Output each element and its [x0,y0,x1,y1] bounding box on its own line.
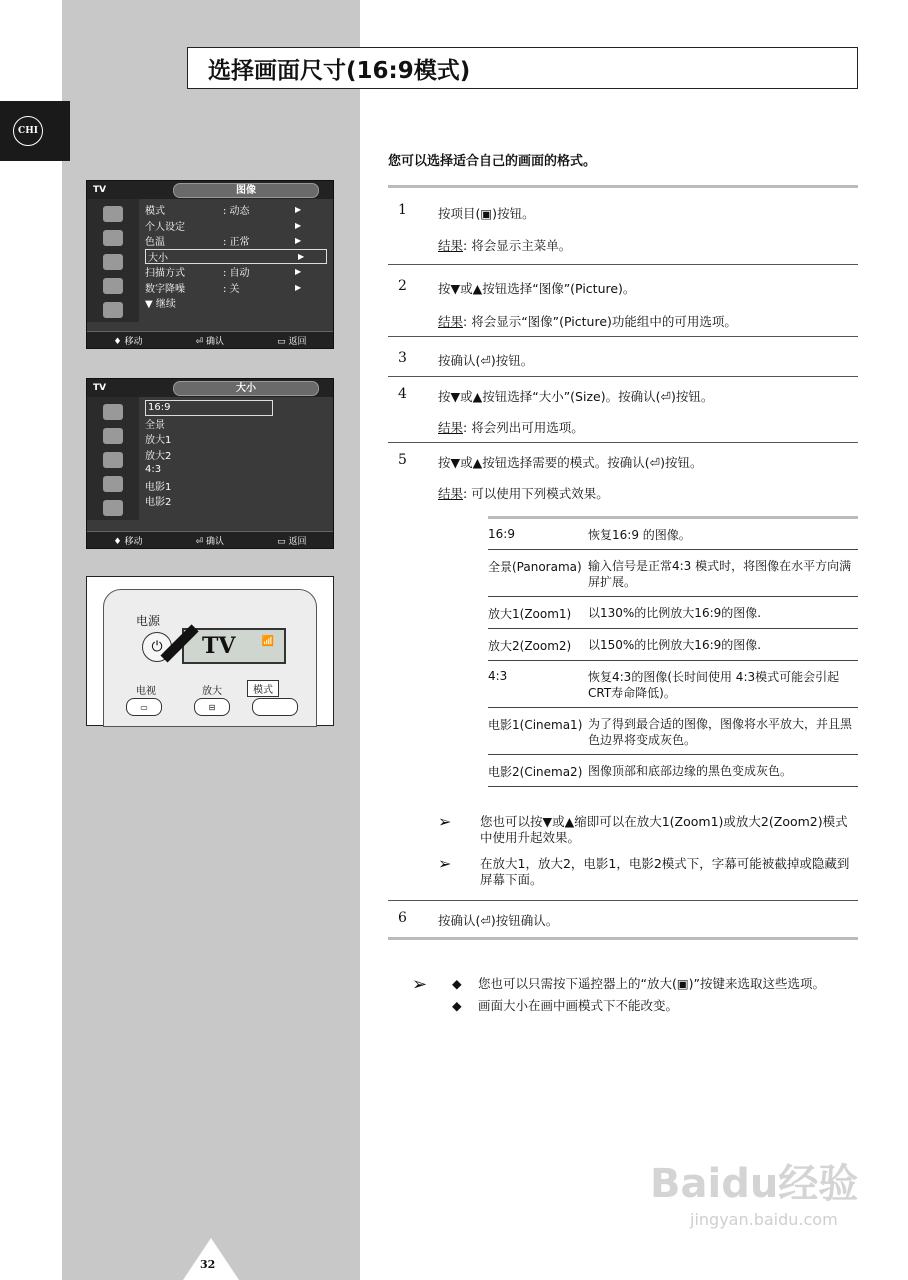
osd-footer-enter: ⏎ 确认 [195,336,224,347]
step-3: 3 按确认(⏎)按钮。 [388,336,858,377]
input-icon [103,404,123,420]
zoom-button: ⊟ [194,698,230,716]
osd-footer-return: ▭ 返回 [277,336,307,347]
sound-icon [103,452,123,468]
osd-size-menu [86,378,334,549]
divider [388,185,858,188]
mode-button [252,698,298,716]
picture-icon [103,230,123,246]
osd-row: 放大2 [145,450,172,462]
step-4: 4 按▼或▲按钮选择“大小”(Size)。按确认(⏎)按钮。 结果: 将会列出可用选项。 [388,376,858,443]
divider [388,937,858,940]
input-icon [103,206,123,222]
step-1: 1 按项目(▣)按钮。 结果: 将会显示主菜单。 [388,196,858,265]
note-item: ➢ 在放大1，放大2，电影1，电影2模式下，字幕可能被截掉或隐藏到屏幕下面。 [438,854,850,887]
arrow-icon: ➢ [438,854,452,873]
remote-control [103,589,317,727]
arrow-icon: ➢ [412,974,428,995]
osd-row: 色温 : 正常 ▶ [145,236,302,249]
mode-label: 模式 [247,680,279,697]
watermark-url: jingyan.baidu.com [690,1210,838,1229]
language-tab [0,101,70,161]
table-row: 放大1(Zoom1) 以130%的比例放大16:9的图像. [488,596,858,628]
power-label: 电源 [136,614,161,628]
arrow-icon: ➢ [438,812,452,831]
table-row: 4:3 恢复4:3的图像(长时间使用 4:3模式可能会引起CRT寿命降低)。 [488,660,858,707]
osd-row-selected: 大小 ▶ [145,249,327,265]
notes [438,814,858,898]
channel-icon [103,278,123,294]
page-title: 选择画面尺寸(16:9模式) [187,47,858,89]
osd-icon-column [87,397,139,520]
osd-row: 电影2 [145,497,172,509]
list-item: ◆ 画面大小在画中画模式下不能改变。 [452,998,679,1013]
osd-picture-menu [86,180,334,349]
remote-display-text: TV [202,633,236,659]
osd-menu-title: 大小 [173,381,319,396]
diamond-bullet-icon: ◆ [452,998,462,1013]
osd-row: ▼ 继续 [145,299,176,311]
osd-tv-label: TV [93,185,107,195]
setup-icon [103,500,123,516]
bottom-notes [412,976,862,1020]
osd-row: 4:3 [145,464,162,476]
page-number: 32 [200,1258,216,1271]
osd-footer-move: ♦ 移动 [113,536,143,547]
osd-footer-move: ♦ 移动 [113,336,143,347]
language-badge: CHI [13,116,43,146]
intro-text: 您可以选择适合自己的画面的格式。 [388,154,597,169]
osd-row: 扫描方式 : 自动 ▶ [145,267,302,280]
table-row: 电影2(Cinema2) 图像顶部和底部边缘的黑色变成灰色。 [488,754,858,787]
setup-icon [103,302,123,318]
note-item: ➢ 您也可以按▼或▲缩即可以在放大1(Zoom1)或放大2(Zoom2)模式中使用升起效果。 [438,812,848,845]
osd-icon-column [87,199,139,322]
osd-row: 电影1 [145,481,172,493]
osd-menu-title: 图像 [173,183,319,198]
tv-label: 电视 [136,686,156,697]
zoom-label: 放大 [202,686,222,697]
table-row: 16:9 恢复16:9 的图像。 [488,516,858,549]
osd-row: 放大1 [145,435,172,447]
remote-display [182,628,286,664]
osd-row: 数字降噪 : 关 ▶ [145,282,302,295]
osd-row-selected: 16:9 [145,400,273,416]
osd-row: 个人设定 ▶ [145,220,302,233]
table-row: 全景(Panorama) 输入信号是正常4:3 模式时，将图像在水平方向满屏扩展。 [488,549,858,596]
osd-footer-return: ▭ 返回 [277,536,307,547]
osd-tv-label: TV [93,383,107,393]
osd-row: 全景 [145,419,165,431]
channel-icon [103,476,123,492]
step-5: 5 按▼或▲按钮选择需要的模式。按确认(⏎)按钮。 结果: 可以使用下列模式效果。 [388,442,858,901]
list-item: ◆ 您也可以只需按下遥控器上的“放大(▣)”按键来选取这些选项。 [452,976,826,991]
osd-footer-enter: ⏎ 确认 [195,536,224,547]
diamond-bullet-icon: ◆ [452,976,462,991]
sound-icon [103,254,123,270]
signal-icon: 📶 [261,636,274,647]
step-6: 6 按确认(⏎)按钮确认。 [398,910,559,928]
watermark-logo: Baidu经验 [650,1161,859,1207]
remote-illustration [86,576,334,726]
mode-table [488,516,858,787]
osd-row: 模式 : 动态 ▶ [145,205,302,218]
table-row: 电影1(Cinema1) 为了得到最合适的图像，图像将水平放大，并且黑色边界将变成灰色。 [488,707,858,754]
tv-button: ▭ [126,698,162,716]
picture-icon [103,428,123,444]
power-icon: ⏻ [142,632,172,662]
table-row: 放大2(Zoom2) 以150%的比例放大16:9的图像. [488,628,858,660]
step-2: 2 按▼或▲按钮选择“图像”(Picture)。 结果: 将会显示“图像”(Picture)功能组中的可用选项。 [388,264,858,337]
